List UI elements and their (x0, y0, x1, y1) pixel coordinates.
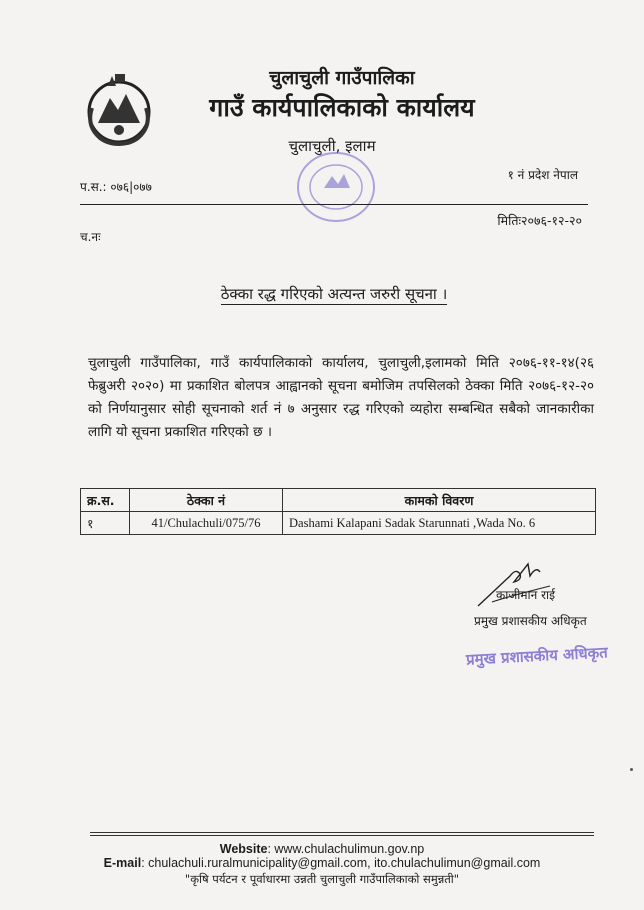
contract-table (80, 488, 596, 535)
reference-number: प.स.: ०७६|०७७ (80, 180, 152, 194)
header-serial: क्र.स. (81, 489, 130, 512)
notice-subject (0, 284, 644, 304)
header-contract-number: ठेक्का नं (130, 489, 283, 512)
paper-mark (630, 768, 633, 771)
header-divider (80, 204, 588, 205)
office-stamp-icon (294, 148, 378, 226)
notice-body: चुलाचुली गाउँपालिका, गाउँ कार्यपालिकाको कार्यालय, चुलाचुली,इलामको मिति २०७६-११-१४(२६ फेब्रुअरी २०२०) मा प्रकाशित बोलपत्र आह्वानको सूचना बमोजिम तपसिलको ठेक्का मिति २०७६-१२-२० को निर्णयानुसार सोही सूचनाको शर्त नं ७ अनुसार रद्ध गरिएको व्यहोरा सम्बन्धित सबैको जानकारीका लागि यो सूचना प्रकाशित गरिएको छ । (88, 355, 594, 440)
cell-work-description: Dashami Kalapani Sadak Starunnati ,Wada No. 6 (283, 512, 596, 535)
municipality-name: चुलाचुली गाउँपालिका (269, 67, 415, 89)
designation-stamp: प्रमुख प्रशासकीय अधिकृत (465, 643, 609, 669)
signatory-title: प्रमुख प्रशासकीय अधिकृत (474, 614, 587, 628)
website-url: : www.chulachulimun.gov.np (267, 842, 425, 856)
cell-serial: १ (81, 512, 130, 535)
province-label: १ नं प्रदेश नेपाल (507, 168, 578, 182)
office-name: गाउँ कार्यपालिकाको कार्यालय (209, 93, 475, 122)
header-work-description: कामको विवरण (283, 489, 596, 512)
cell-contract-number: 41/Chulachuli/075/76 (130, 512, 283, 535)
letter-date: मितिः२०७६-१२-२० (497, 213, 582, 228)
footer-email (0, 856, 644, 870)
email-label: E-mail (103, 856, 142, 870)
footer-divider (90, 832, 594, 833)
website-label: Website (219, 842, 268, 856)
footer-motto: "कृषि पर्यटन र पूर्वाधारमा उन्नती चुलाचुली गाउँपालिकाको समुन्नती" (184, 872, 460, 886)
email-addresses: : chulachuli.ruralmunicipality@gmail.com, ito.chulachulimun@gmail.com (141, 856, 541, 870)
notice-subject-text: ठेक्का रद्ध गरिएको अत्यन्त जरुरी सूचना । (220, 285, 448, 303)
table-header-row (81, 489, 596, 512)
dispatch-number: च.नः (80, 230, 101, 244)
signatory-name: काजीमान राई (496, 588, 556, 602)
table-row (81, 512, 596, 535)
footer-divider-secondary (90, 835, 594, 836)
office-location: चुलाचुली, इलाम (288, 137, 376, 155)
footer-website (0, 842, 644, 856)
signature-icon (470, 556, 560, 612)
